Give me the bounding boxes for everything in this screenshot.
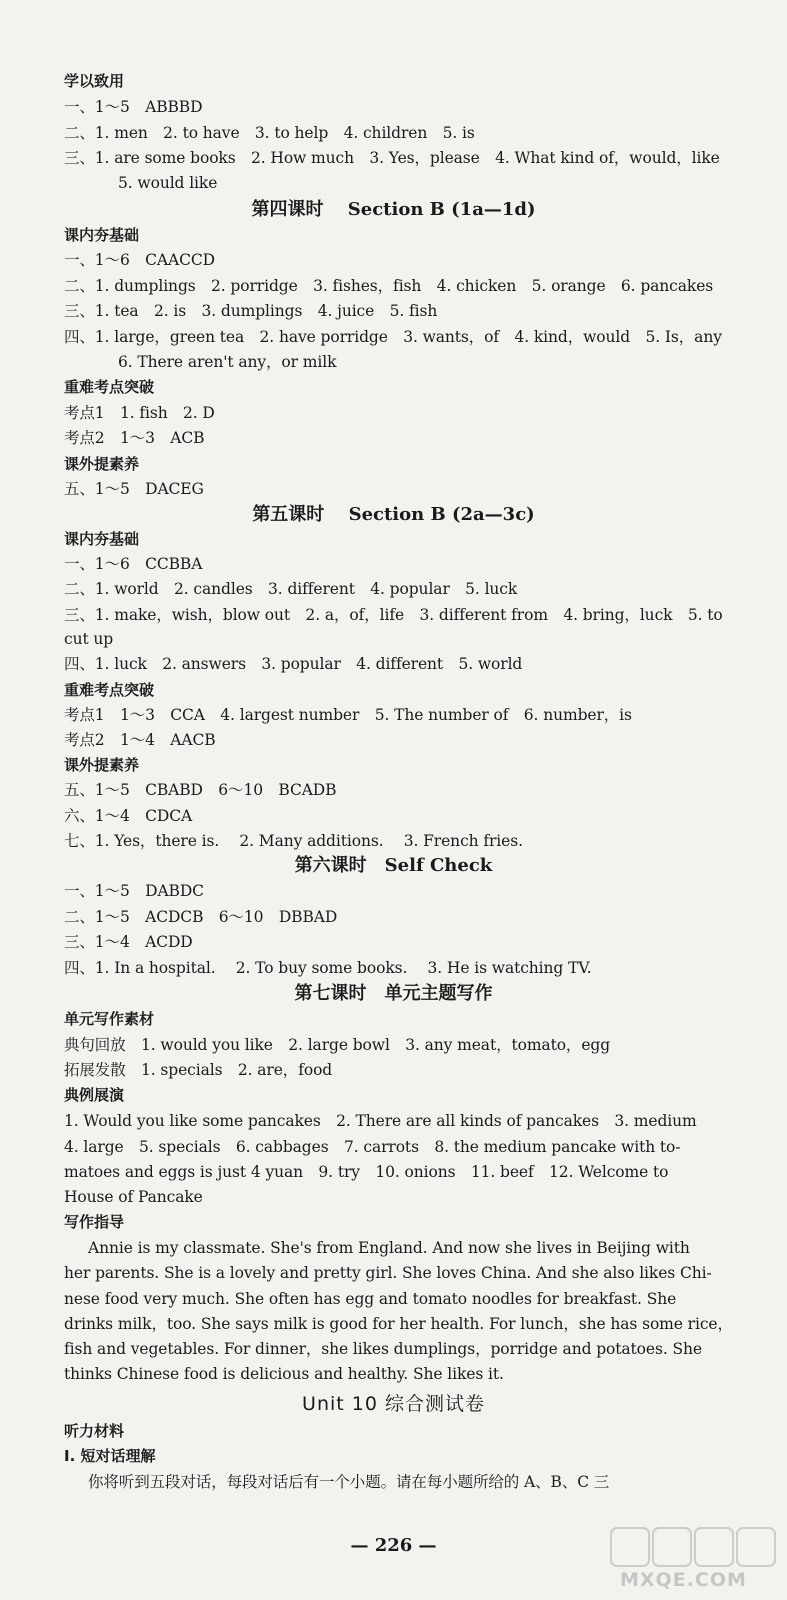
heading-extra: 课外提素养 bbox=[64, 756, 140, 774]
answer-line: 6. There aren't any，or milk bbox=[118, 353, 337, 371]
essay-line: Annie is my classmate. She's from England. And now she lives in Beijing with bbox=[88, 1239, 690, 1257]
watermark-box-icon bbox=[694, 1527, 734, 1567]
answer-line: 七、1. Yes，there is. 2. Many additions. 3. French fries. bbox=[64, 832, 523, 850]
section-title: 第七课时 单元主题写作 bbox=[294, 983, 493, 1004]
heading-extra: 课外提素养 bbox=[64, 455, 140, 473]
answer-line: 三、1. make，wish，blow out 2. a，of，life 3. different from 4. bring，luck 5. to bbox=[64, 606, 723, 624]
heading-writing-materials: 单元写作素材 bbox=[64, 1010, 155, 1028]
answer-line: 1. Would you like some pancakes 2. There are all kinds of pancakes 3. medium bbox=[64, 1112, 697, 1130]
answer-line: 5. would like bbox=[118, 174, 218, 192]
essay-line: nese food very much. She often has egg and tomato noodles for breakfast. She bbox=[64, 1290, 677, 1308]
answer-line: 一、1～5 ABBBD bbox=[64, 98, 203, 116]
answer-line: cut up bbox=[64, 630, 114, 648]
answer-line: 三、1. are some books 2. How much 3. Yes，please 4. What kind of，would，like bbox=[64, 149, 720, 167]
essay-line: drinks milk，too. She says milk is good for her health. For lunch，she has some rice， bbox=[64, 1315, 733, 1333]
heading-listening: 听力材料 bbox=[64, 1422, 125, 1440]
instruction-line: 你将听到五段对话，每段对话后有一个小题。请在每小题所给的 A、B、C 三 bbox=[88, 1473, 610, 1491]
answer-line: 一、1～5 DABDC bbox=[64, 882, 204, 900]
section-title: 第四课时 Section B (1a—1d) bbox=[251, 199, 536, 220]
watermark-box-icon bbox=[652, 1527, 692, 1567]
answer-line: 二、1. men 2. to have 3. to help 4. children 5. is bbox=[64, 124, 475, 142]
watermark-logo bbox=[590, 1525, 780, 1595]
answer-line: House of Pancake bbox=[64, 1188, 203, 1206]
essay-line: fish and vegetables. For dinner，she likes dumplings，porridge and potatoes. She bbox=[64, 1340, 702, 1358]
unit-test-title: Unit 10 综合测试卷 bbox=[302, 1393, 485, 1415]
answer-line: 考点2 1～3 ACB bbox=[64, 429, 205, 447]
answer-line: 三、1. tea 2. is 3. dumplings 4. juice 5. fish bbox=[64, 302, 438, 320]
watermark-box-icon bbox=[610, 1527, 650, 1567]
answer-line: 二、1. world 2. candles 3. different 4. popular 5. luck bbox=[64, 580, 518, 598]
answer-line: 拓展发散 1. specials 2. are，food bbox=[64, 1061, 333, 1079]
answer-line: 典句回放 1. would you like 2. large bowl 3. any meat，tomato，egg bbox=[64, 1036, 611, 1054]
answer-line: 三、1～4 ACDD bbox=[64, 933, 193, 951]
answer-line: 一、1～6 CAACCD bbox=[64, 251, 215, 269]
answer-line: 二、1. dumplings 2. porridge 3. fishes，fish 4. chicken 5. orange 6. pancakes bbox=[64, 277, 714, 295]
answer-line: 4. large 5. specials 6. cabbages 7. carrots 8. the medium pancake with to- bbox=[64, 1138, 681, 1156]
heading-key-points: 重难考点突破 bbox=[64, 378, 155, 396]
heading-short-dialogue: Ⅰ. 短对话理解 bbox=[64, 1447, 156, 1465]
answer-line: 一、1～6 CCBBA bbox=[64, 555, 203, 573]
answer-line: 四、1. large，green tea 2. have porridge 3. wants，of 4. kind，would 5. Is，any bbox=[64, 328, 722, 346]
answer-line: 考点1 1. fish 2. D bbox=[64, 404, 215, 422]
heading-basics: 课内夯基础 bbox=[64, 530, 140, 548]
page-number: — 226 — bbox=[350, 1535, 437, 1556]
answer-line: 考点1 1～3 CCA 4. largest number 5. The number of 6. number，is bbox=[64, 706, 632, 724]
section-title: 第五课时 Section B (2a—3c) bbox=[252, 504, 535, 525]
heading-writing-guide: 写作指导 bbox=[64, 1213, 125, 1231]
heading-example: 典例展演 bbox=[64, 1086, 125, 1104]
essay-line: her parents. She is a lovely and pretty girl. She loves China. And she also likes Chi- bbox=[64, 1264, 712, 1282]
answer-line: 六、1～4 CDCA bbox=[64, 807, 193, 825]
answer-line: matoes and eggs is just 4 yuan 9. try 10. onions 11. beef 12. Welcome to bbox=[64, 1163, 669, 1181]
heading-apply: 学以致用 bbox=[64, 72, 125, 90]
answer-line: 五、1～5 CBABD 6～10 BCADB bbox=[64, 781, 337, 799]
section-title: 第六课时 Self Check bbox=[294, 855, 493, 876]
heading-basics: 课内夯基础 bbox=[64, 226, 140, 244]
essay-line: thinks Chinese food is delicious and healthy. She likes it. bbox=[64, 1365, 504, 1383]
answer-line: 四、1. luck 2. answers 3. popular 4. different 5. world bbox=[64, 655, 523, 673]
answer-line: 二、1～5 ACDCB 6～10 DBBAD bbox=[64, 908, 338, 926]
answer-line: 四、1. In a hospital. 2. To buy some books. 3. He is watching TV. bbox=[64, 959, 592, 977]
answer-line: 考点2 1～4 AACB bbox=[64, 731, 216, 749]
watermark-text: MXQE.COM bbox=[620, 1569, 747, 1591]
watermark-box-icon bbox=[736, 1527, 776, 1567]
heading-key-points: 重难考点突破 bbox=[64, 681, 155, 699]
answer-line: 五、1～5 DACEG bbox=[64, 480, 204, 498]
